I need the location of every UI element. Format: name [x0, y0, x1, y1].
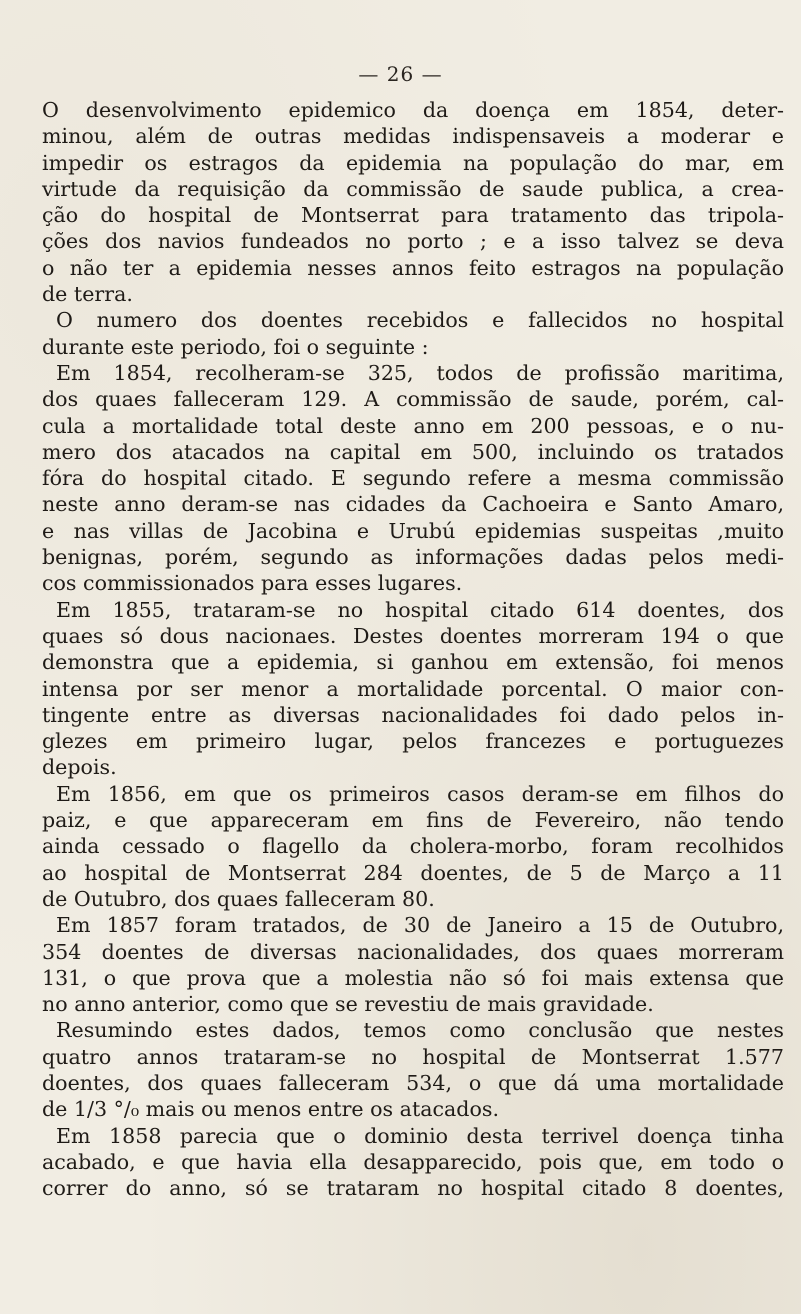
- text-line: de 1/3 °/₀ mais ou menos entre os atacados.: [42, 1097, 500, 1122]
- text-line: tingente entre as diversas nacionalidades foi dado pelos in-: [42, 702, 784, 727]
- page-number: — 26 —: [358, 62, 443, 86]
- text-line: paiz, e que appareceram em fins de Fevereiro, não tendo: [42, 808, 784, 833]
- text-line: quaes só dous nacionaes. Destes doentes morreram 194 o que: [42, 623, 784, 648]
- text-line: cula a mortalidade total deste anno em 200 pessoas, e o nu-: [42, 413, 784, 438]
- text-line: O desenvolvimento epidemico da doença em 1854, deter-: [42, 98, 784, 122]
- text-line: 354 doentes de diversas nacionalidades, dos quaes morreram: [42, 939, 784, 964]
- text-line: ainda cessado o flagello da cholera-morbo, foram recolhidos: [42, 834, 784, 859]
- text-line: intensa por ser menor a mortalidade porcental. O maior con-: [42, 676, 784, 701]
- text-line: Em 1856, em que os primeiros casos deram-se em filhos do: [56, 781, 784, 806]
- text-line: cos commissionados para esses lugares.: [42, 571, 463, 596]
- body-text: [42, 97, 784, 1201]
- text-line: de terra.: [42, 282, 133, 307]
- text-line: de Outubro, dos quaes falleceram 80.: [42, 886, 435, 911]
- text-line: Em 1858 parecia que o dominio desta terrivel doença tinha: [56, 1123, 784, 1148]
- text-line: doentes, dos quaes falleceram 534, o que dá uma mortalidade: [42, 1070, 784, 1095]
- text-line: benignas, porém, segundo as informações dadas pelos medi-: [42, 545, 784, 570]
- text-line: ções dos navios fundeados no porto ; e a isso talvez se deva: [42, 229, 784, 254]
- text-line: fóra do hospital citado. E segundo refere a mesma commissão: [42, 466, 784, 491]
- text-line: O numero dos doentes recebidos e fallecidos no hospital: [56, 308, 784, 333]
- text-line: mero dos atacados na capital em 500, incluindo os tratados: [42, 439, 784, 464]
- text-line: correr do anno, só se trataram no hospital citado 8 doentes,: [42, 1176, 784, 1201]
- text-line: Em 1855, trataram-se no hospital citado 614 doentes, dos: [56, 597, 784, 622]
- text-line: ção do hospital de Montserrat para tratamento das tripola-: [42, 203, 784, 228]
- text-line: neste anno deram-se nas cidades da Cachoeira e Santo Amaro,: [42, 492, 784, 517]
- text-line: glezes em primeiro lugar, pelos francezes e portuguezes: [42, 729, 784, 754]
- text-line: Em 1854, recolheram-se 325, todos de profissão maritima,: [56, 360, 784, 385]
- text-line: acabado, e que havia ella desapparecido, pois que, em todo o: [42, 1149, 784, 1174]
- text-line: minou, além de outras medidas indispensaveis a moderar e: [42, 124, 784, 149]
- text-line: impedir os estragos da epidemia na população do mar, em: [42, 150, 784, 175]
- text-line: Resumindo estes dados, temos como conclusão que nestes: [56, 1018, 784, 1043]
- text-line: virtude da requisição da commissão de saude publica, a crea-: [42, 176, 784, 201]
- text-line: demonstra que a epidemia, si ganhou em extensão, foi menos: [42, 650, 784, 675]
- text-line: Em 1857 foram tratados, de 30 de Janeiro a 15 de Outubro,: [56, 913, 784, 938]
- text-line: quatro annos trataram-se no hospital de Montserrat 1.577: [42, 1044, 784, 1069]
- text-line: durante este periodo, foi o seguinte :: [42, 334, 429, 359]
- text-line: ao hospital de Montserrat 284 doentes, de 5 de Março a 11: [42, 860, 784, 885]
- text-line: depois.: [42, 755, 117, 780]
- text-line: no anno anterior, como que se revestiu de mais gravidade.: [42, 992, 654, 1017]
- text-line: o não ter a epidemia nesses annos feito estragos na população: [42, 255, 784, 280]
- text-line: dos quaes falleceram 129. A commissão de saude, porém, cal-: [42, 387, 784, 412]
- text-line: e nas villas de Jacobina e Urubú epidemias suspeitas ,muito: [42, 518, 784, 543]
- text-line: 131, o que prova que a molestia não só foi mais extensa que: [42, 965, 784, 990]
